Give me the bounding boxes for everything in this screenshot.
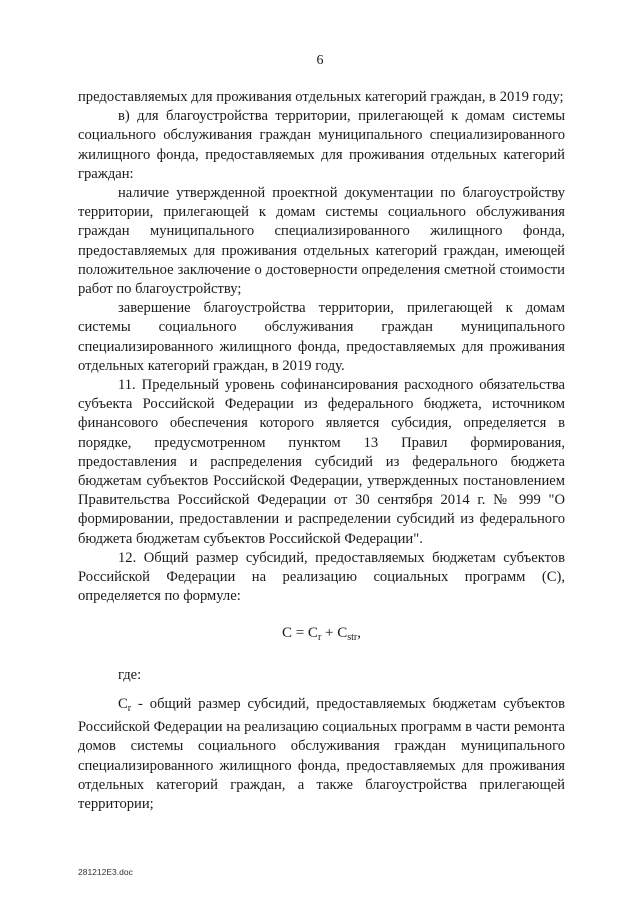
definition-text: - общий размер субсидий, предоставляемых бюджетам субъектов Российской Федерации на реализацию социальных программ в части ремонта домов системы социального обслуживания граждан муниципального специализированного жилищного фонда, предоставляемых для проживания отдельных категорий граждан, а также благоустройства прилегающей территории; xyxy=(78,695,565,812)
page-number: 6 xyxy=(316,53,324,68)
file-name-footer: 281212E3.doc xyxy=(78,867,133,877)
paragraph: предоставляемых для проживания отдельных категорий граждан, в 2019 году; xyxy=(78,89,564,105)
definition-symbol: С xyxy=(118,695,128,712)
formula-end: , xyxy=(357,625,362,642)
definition-paragraph xyxy=(78,695,565,814)
formula-plus: + С xyxy=(321,625,348,642)
paragraph: 11. Предельный уровень софинансирования расходного обязательства субъекта Российской Федерации из федерального бюджета, источником финансового обеспечения которого является субсидия, определяется в порядке, предусмотренном пунктом 13 Правил формирования, предоставления и распределения субсидий из федерального бюджета бюджетам субъектов Российской Федерации, утвержденных постановлением Правительства Российской Федерации от 30 сентября 2014 г. № 999 "О формировании, предоставлении и распределении субсидий из федерального бюджета бюджетам субъектов Российской Федерации". xyxy=(78,377,565,547)
paragraph: наличие утвержденной проектной документации по благоустройству территории, прилегающей к домам системы социального обслуживания граждан муниципального специализированного жилищного фонда, предоставляемых для проживания отдельных категорий граждан, имеющей положительное заключение о достоверности определения сметной стоимости работ по благоустройству; xyxy=(78,185,565,298)
paragraph: 12. Общий размер субсидий, предоставляемых бюджетам субъектов Российской Федерации на реализацию социальных программ (С), определяется по формуле: xyxy=(78,549,565,605)
where-label: где: xyxy=(118,666,142,683)
formula-subscript-r: r xyxy=(317,632,322,644)
paragraph: в) для благоустройства территории, прилегающей к домам системы социального обслуживания граждан муниципального специализированного жилищного фонда, предоставляемых для проживания отдельных категорий граждан: xyxy=(78,108,565,182)
formula-subscript-str: str xyxy=(347,632,358,644)
formula-lhs: С = С xyxy=(281,625,318,642)
paragraph: завершение благоустройства территории, прилегающей к домам системы социального обслуживания граждан муниципального специализированного жилищного фонда, предоставляемых для проживания отдельных категорий граждан, в 2019 году. xyxy=(78,300,565,374)
definition-symbol-subscript: r xyxy=(127,702,132,714)
document-body xyxy=(78,88,565,814)
formula xyxy=(78,624,565,647)
